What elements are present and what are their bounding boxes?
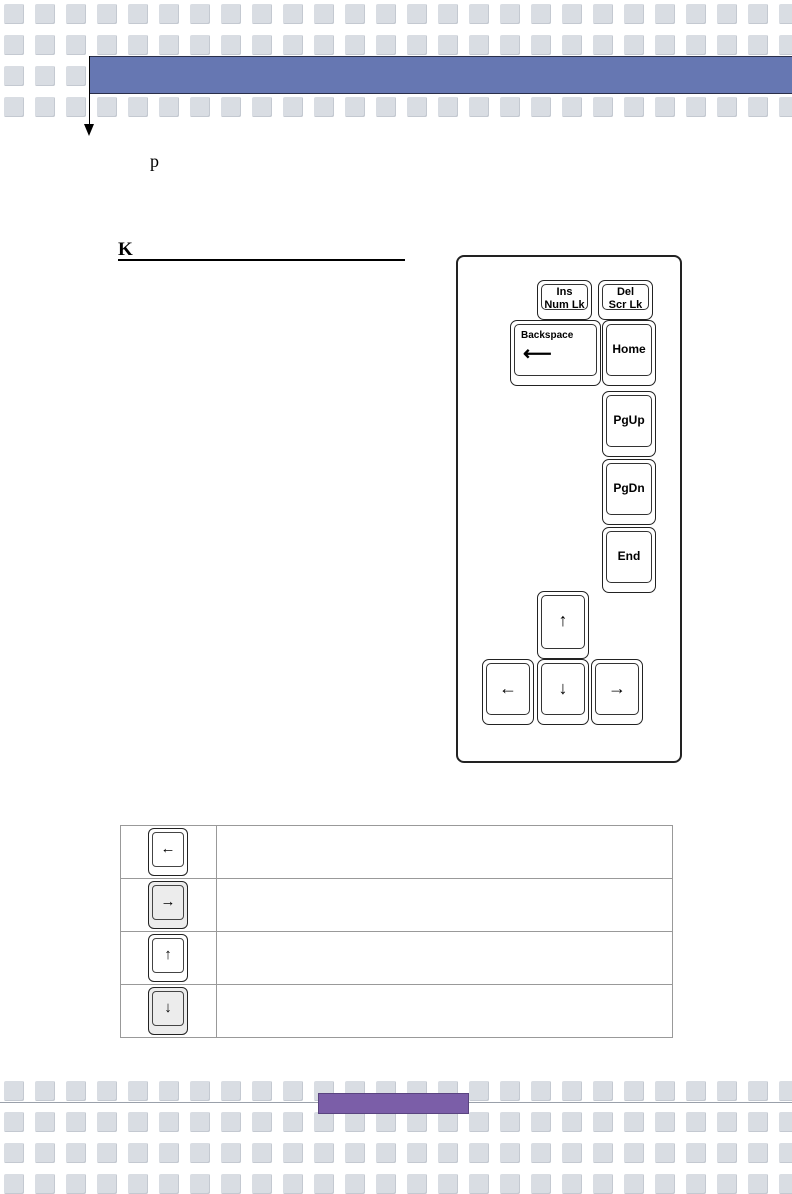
decorative-tile — [376, 35, 396, 55]
header-arrow-line — [89, 56, 90, 126]
decorative-tile — [438, 1143, 458, 1163]
decorative-tile — [500, 4, 520, 24]
table-row — [121, 826, 673, 879]
decorative-tile — [717, 1081, 737, 1101]
decorative-tile — [252, 35, 272, 55]
decorative-tile — [717, 4, 737, 24]
decorative-tile — [66, 1174, 86, 1194]
decorative-tile — [97, 97, 117, 117]
decorative-tile — [314, 4, 334, 24]
decorative-tile — [500, 1112, 520, 1132]
decorative-tile — [469, 1143, 489, 1163]
decorative-tile — [562, 35, 582, 55]
decorative-tile — [97, 1112, 117, 1132]
del-label: Del — [616, 286, 635, 298]
decorative-tile — [624, 1081, 644, 1101]
right-key — [591, 659, 643, 725]
arrow-keys-table — [120, 825, 673, 1038]
decorative-tile — [97, 1174, 117, 1194]
decorative-tile — [562, 4, 582, 24]
decorative-tile — [500, 1174, 520, 1194]
decorative-tile — [159, 97, 179, 117]
decorative-tile — [128, 1081, 148, 1101]
decorative-tile — [562, 1174, 582, 1194]
decorative-tile — [190, 1081, 210, 1101]
down-arrow-icon: ↓ — [164, 999, 172, 1016]
right-arrow-icon: → — [608, 678, 626, 698]
pgdn-label: PgDn — [613, 481, 645, 495]
decorative-tile — [66, 35, 86, 55]
decorative-tile — [407, 97, 427, 117]
decorative-tile — [252, 4, 272, 24]
decorative-tile — [35, 97, 55, 117]
right-arrow-icon: → — [160, 893, 176, 910]
decorative-tile — [4, 1174, 24, 1194]
scrlk-label: Scr Lk — [608, 299, 643, 311]
numlk-label: Num Lk — [544, 299, 585, 311]
decorative-tile — [159, 1174, 179, 1194]
decorative-tile — [128, 4, 148, 24]
decorative-tile — [35, 4, 55, 24]
decorative-tile — [66, 1143, 86, 1163]
decorative-tile — [128, 97, 148, 117]
decorative-tile — [717, 97, 737, 117]
decorative-tile — [128, 35, 148, 55]
decorative-tile — [345, 97, 365, 117]
decorative-tile — [35, 1174, 55, 1194]
decorative-tile — [283, 4, 303, 24]
right-arrow-key-icon — [148, 881, 188, 929]
decorative-tile — [159, 4, 179, 24]
decorative-tile — [4, 35, 24, 55]
decorative-tile — [593, 35, 613, 55]
decorative-tile — [655, 1081, 675, 1101]
decorative-tile — [407, 1112, 427, 1132]
decorative-tile — [655, 35, 675, 55]
table-row — [121, 932, 673, 985]
decorative-tile — [531, 1174, 551, 1194]
end-key — [602, 527, 656, 593]
decorative-tile — [748, 1081, 768, 1101]
decorative-tile — [593, 97, 613, 117]
ins-label: Ins — [556, 286, 573, 298]
decorative-tile — [376, 1112, 396, 1132]
home-key — [602, 320, 656, 386]
decorative-tile — [314, 97, 334, 117]
decorative-tile — [469, 1112, 489, 1132]
decorative-tile — [779, 1081, 792, 1101]
decorative-tile — [221, 35, 241, 55]
decorative-tile — [655, 97, 675, 117]
decorative-tile — [221, 1143, 241, 1163]
decorative-tile — [97, 4, 117, 24]
up-key — [537, 591, 589, 659]
decorative-tile — [531, 1143, 551, 1163]
decorative-tile — [531, 1081, 551, 1101]
decorative-tile — [221, 97, 241, 117]
decorative-tile — [128, 1143, 148, 1163]
decorative-tile — [190, 97, 210, 117]
decorative-tile — [283, 1143, 303, 1163]
up-arrow-key-icon — [148, 934, 188, 982]
section-title: K — [118, 239, 405, 261]
decorative-tile — [159, 1112, 179, 1132]
decorative-tile — [190, 1143, 210, 1163]
decorative-tile — [748, 97, 768, 117]
decorative-tile — [593, 1174, 613, 1194]
decorative-tile — [376, 97, 396, 117]
decorative-tile — [686, 35, 706, 55]
decorative-tile — [779, 1112, 792, 1132]
decorative-tile — [221, 1112, 241, 1132]
decorative-tile — [655, 4, 675, 24]
decorative-tile — [159, 35, 179, 55]
decorative-tile — [779, 97, 792, 117]
decorative-tile — [283, 1112, 303, 1132]
home-label: Home — [612, 342, 646, 356]
up-arrow-icon: ↑ — [164, 946, 172, 963]
down-arrow-icon: ↓ — [558, 678, 568, 698]
decorative-tile — [314, 1112, 334, 1132]
decorative-tile — [686, 1143, 706, 1163]
decorative-tile — [97, 1143, 117, 1163]
decorative-tile — [624, 1174, 644, 1194]
decorative-tile — [531, 4, 551, 24]
left-key — [482, 659, 534, 725]
decorative-tile — [531, 97, 551, 117]
decorative-tile — [562, 1112, 582, 1132]
pgup-label: PgUp — [613, 413, 645, 427]
decorative-tile — [4, 1143, 24, 1163]
decorative-tile — [748, 1143, 768, 1163]
decorative-tile — [66, 1081, 86, 1101]
decorative-tile — [438, 1112, 458, 1132]
decorative-tile — [66, 66, 86, 86]
decorative-tile — [159, 1081, 179, 1101]
decorative-tile — [655, 1112, 675, 1132]
table-row — [121, 985, 673, 1038]
pgup-key — [602, 391, 656, 457]
decorative-tile — [190, 4, 210, 24]
decorative-tile — [748, 4, 768, 24]
decorative-tile — [779, 1174, 792, 1194]
header-bar — [89, 56, 792, 94]
left-arrow-key-icon — [148, 828, 188, 876]
row-description — [217, 826, 673, 879]
decorative-tile — [128, 1174, 148, 1194]
decorative-tile — [376, 1174, 396, 1194]
decorative-tile — [748, 35, 768, 55]
decorative-tile — [469, 35, 489, 55]
decorative-tile — [531, 1112, 551, 1132]
decorative-tile — [4, 1081, 24, 1101]
decorative-tile — [438, 1174, 458, 1194]
decorative-tile — [159, 1143, 179, 1163]
decorative-tile — [500, 1081, 520, 1101]
end-label: End — [617, 549, 641, 563]
decorative-tile — [500, 35, 520, 55]
decorative-tile — [190, 1174, 210, 1194]
decorative-tile — [314, 35, 334, 55]
decorative-tile — [345, 1174, 365, 1194]
decorative-tile — [407, 35, 427, 55]
decorative-tile — [35, 1143, 55, 1163]
decorative-tile — [314, 1143, 334, 1163]
ins-numlk-key — [537, 280, 592, 320]
backspace-label: Backspace — [521, 330, 574, 341]
down-pointer-icon — [84, 124, 94, 136]
decorative-tile — [252, 1143, 272, 1163]
decorative-tile — [190, 35, 210, 55]
decorative-tile — [717, 1112, 737, 1132]
decorative-tile — [686, 1081, 706, 1101]
decorative-tile — [717, 35, 737, 55]
decorative-tile — [128, 1112, 148, 1132]
left-arrow-icon: ← — [160, 840, 176, 857]
decorative-tile — [655, 1143, 675, 1163]
decorative-tile — [4, 4, 24, 24]
decorative-tile — [686, 4, 706, 24]
decorative-tile — [562, 1143, 582, 1163]
decorative-tile — [4, 97, 24, 117]
decorative-tile — [500, 1143, 520, 1163]
decorative-tile — [686, 1112, 706, 1132]
decorative-tile — [562, 97, 582, 117]
backspace-key — [510, 320, 601, 386]
decorative-tile — [252, 97, 272, 117]
decorative-tile — [66, 4, 86, 24]
decorative-tile — [438, 4, 458, 24]
decorative-tile — [438, 35, 458, 55]
footer-page-tab — [318, 1093, 469, 1114]
decorative-tile — [252, 1081, 272, 1101]
decorative-tile — [376, 4, 396, 24]
decorative-tile — [686, 97, 706, 117]
decorative-tile — [407, 4, 427, 24]
decorative-tile — [4, 1112, 24, 1132]
decorative-tile — [624, 35, 644, 55]
decorative-tile — [407, 1174, 427, 1194]
del-scrlk-key — [598, 280, 653, 320]
decorative-tile — [35, 66, 55, 86]
decorative-tile — [252, 1112, 272, 1132]
decorative-tile — [283, 35, 303, 55]
decorative-tile — [221, 4, 241, 24]
decorative-tile — [376, 1143, 396, 1163]
decorative-tile — [283, 1174, 303, 1194]
decorative-tile — [500, 97, 520, 117]
decorative-tile — [345, 1143, 365, 1163]
decorative-tile — [283, 1081, 303, 1101]
decorative-tile — [221, 1081, 241, 1101]
decorative-tile — [624, 4, 644, 24]
decorative-tile — [593, 1112, 613, 1132]
decorative-tile — [66, 1112, 86, 1132]
decorative-tile — [779, 4, 792, 24]
decorative-tile — [686, 1174, 706, 1194]
decorative-tile — [4, 66, 24, 86]
row-description — [217, 932, 673, 985]
cursor-keys-illustration — [456, 255, 682, 763]
decorative-tile — [345, 4, 365, 24]
table-row — [121, 879, 673, 932]
decorative-tile — [717, 1143, 737, 1163]
row-description — [217, 879, 673, 932]
decorative-tile — [593, 4, 613, 24]
decorative-tile — [593, 1143, 613, 1163]
down-arrow-key-icon — [148, 987, 188, 1035]
decorative-tile — [252, 1174, 272, 1194]
pgdn-key — [602, 459, 656, 525]
decorative-tile — [35, 1112, 55, 1132]
decorative-tile — [593, 1081, 613, 1101]
row-description — [217, 985, 673, 1038]
decorative-tile — [624, 1112, 644, 1132]
decorative-tile — [469, 1174, 489, 1194]
decorative-tile — [469, 97, 489, 117]
decorative-tile — [748, 1112, 768, 1132]
decorative-tile — [624, 1143, 644, 1163]
decorative-tile — [655, 1174, 675, 1194]
decorative-tile — [97, 35, 117, 55]
decorative-tile — [345, 35, 365, 55]
decorative-tile — [562, 1081, 582, 1101]
decorative-tile — [779, 1143, 792, 1163]
decorative-tile — [531, 35, 551, 55]
decorative-tile — [35, 35, 55, 55]
decorative-tile — [469, 4, 489, 24]
decorative-tile — [624, 97, 644, 117]
decorative-tile — [748, 1174, 768, 1194]
decorative-tile — [221, 1174, 241, 1194]
decorative-tile — [283, 97, 303, 117]
backspace-arrow-icon: ⟵ — [523, 343, 552, 365]
decorative-tile — [190, 1112, 210, 1132]
decorative-tile — [35, 1081, 55, 1101]
decorative-tile — [407, 1143, 427, 1163]
decorative-tile — [97, 1081, 117, 1101]
decorative-tile — [345, 1112, 365, 1132]
decorative-tile — [717, 1174, 737, 1194]
down-key — [537, 659, 589, 725]
left-arrow-icon: ← — [499, 678, 517, 698]
decorative-tile — [66, 97, 86, 117]
up-arrow-icon: ↑ — [558, 610, 568, 630]
body-text: p — [150, 151, 159, 171]
decorative-tile — [779, 35, 792, 55]
decorative-tile — [469, 1081, 489, 1101]
decorative-tile — [438, 97, 458, 117]
decorative-tile — [314, 1174, 334, 1194]
